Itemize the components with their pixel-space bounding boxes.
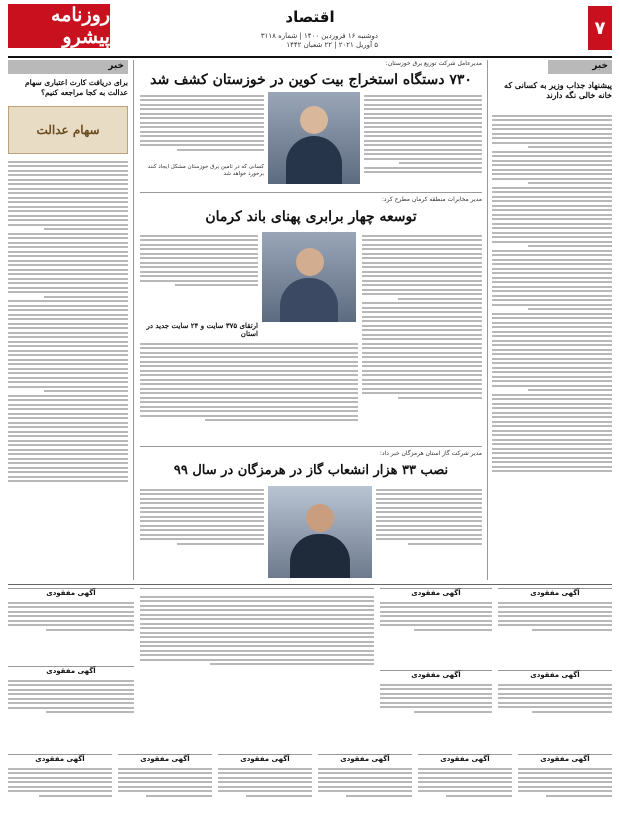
ad-title: آگهی مفقودی bbox=[140, 755, 190, 763]
news-tag-right: خبر bbox=[548, 60, 612, 74]
person-head-icon bbox=[296, 248, 324, 276]
person-head-icon bbox=[306, 504, 334, 532]
kerman-divider bbox=[140, 446, 482, 447]
ad-title: آگهی مفقودی bbox=[340, 755, 390, 763]
ad-title: آگهی مفقودی bbox=[540, 755, 590, 763]
gas-kicker: مدیر شرکت گاز استان هرمزگان خبر داد: bbox=[379, 450, 482, 457]
lead-headline: ۷۳۰ دستگاه استخراج بیت کوین در خوزستان کشف شد bbox=[150, 72, 472, 88]
newspaper-logo: روزنامه پیشرو bbox=[8, 4, 110, 48]
ad-8 bbox=[418, 754, 512, 830]
gas-photo bbox=[268, 486, 372, 578]
lead-body-left bbox=[140, 92, 264, 162]
news-tag-left: خبر bbox=[8, 60, 128, 74]
kerman-photo bbox=[262, 232, 356, 322]
lead-caption: کسانی که در تامین برق خوزستان مشکل ایجاد کنند برخورد خواهد شد bbox=[147, 164, 264, 177]
ad-title: آگهی مفقودی bbox=[240, 755, 290, 763]
lead-divider bbox=[140, 192, 482, 193]
person-head-icon bbox=[300, 106, 328, 134]
sahm-edalat-image bbox=[8, 106, 128, 154]
ad-title: آگهی مفقودی bbox=[46, 667, 96, 675]
kerman-body-right bbox=[362, 232, 482, 442]
right-column-body bbox=[492, 112, 612, 577]
page-number: ۷ bbox=[588, 6, 612, 50]
column-divider-right bbox=[487, 60, 488, 580]
ad-4 bbox=[498, 670, 612, 750]
kerman-body-bottom bbox=[140, 340, 358, 442]
person-body-icon bbox=[286, 136, 342, 184]
ad-12 bbox=[8, 754, 112, 830]
ad-10 bbox=[218, 754, 312, 830]
left-column-body bbox=[8, 158, 128, 578]
ad-1 bbox=[498, 588, 612, 666]
ad-title: آگهی مفقودی bbox=[530, 589, 580, 597]
ad-title: آگهی مفقودی bbox=[530, 671, 580, 679]
column-divider-left bbox=[133, 60, 134, 580]
issue-line-2: ۵ آوریل ۲۰۲۱ | ۲۲ شعبان ۱۴۴۲ bbox=[286, 41, 378, 49]
kerman-headline: توسعه چهار برابری پهنای باند کرمان bbox=[205, 209, 417, 225]
gas-body-right bbox=[376, 486, 482, 578]
ad-5 bbox=[380, 670, 492, 750]
sahm-edalat-image-label: سهام عدالت bbox=[36, 123, 100, 137]
gas-headline: نصب ۳۳ هزار انشعاب گاز در هرمزگان در سال ۹۹ bbox=[173, 463, 449, 478]
ad-title: آگهی مفقودی bbox=[411, 589, 461, 597]
ad-7 bbox=[518, 754, 612, 830]
ad-title: آگهی مفقودی bbox=[35, 755, 85, 763]
ad-11 bbox=[118, 754, 212, 830]
header-rule bbox=[8, 56, 612, 58]
issue-info bbox=[118, 32, 378, 56]
lead-body-right bbox=[364, 92, 482, 178]
lead-kicker: مدیرعامل شرکت توزیع برق خوزستان: bbox=[385, 60, 482, 67]
ad-title: آگهی مفقودی bbox=[411, 671, 461, 679]
right-column-headline: پیشنهاد جذاب وزیر به کسانی که خانه خالی نگه دارند bbox=[504, 80, 612, 100]
kerman-subhead: ارتقای ۳۷۵ سایت و ۲۴ سایت جدید در استان bbox=[146, 321, 258, 338]
ad-title: آگهی مفقودی bbox=[440, 755, 490, 763]
ads-top-rule bbox=[8, 584, 612, 585]
lead-photo bbox=[268, 92, 360, 184]
kerman-body-mid bbox=[140, 232, 258, 322]
left-column-headline: برای دریافت کارت اعتباری سهام عدالت به کجا مراجعه کنیم؟ bbox=[25, 78, 128, 97]
section-title: اقتصاد bbox=[285, 8, 335, 26]
kerman-kicker: مدیر مخابرات منطقه کرمان مطرح کرد: bbox=[381, 196, 482, 203]
middle-ads-block bbox=[140, 588, 374, 750]
gas-body-left bbox=[140, 486, 264, 578]
ad-2 bbox=[380, 588, 492, 666]
ad-6 bbox=[8, 666, 134, 750]
ad-title: آگهی مفقودی bbox=[46, 589, 96, 597]
ad-3 bbox=[8, 588, 134, 662]
person-body-icon bbox=[290, 534, 350, 578]
issue-line-1: دوشنبه ۱۶ فروردین ۱۴۰۰ | شماره ۳۱۱۸ bbox=[260, 32, 378, 40]
ad-9 bbox=[318, 754, 412, 830]
person-body-icon bbox=[280, 278, 338, 322]
